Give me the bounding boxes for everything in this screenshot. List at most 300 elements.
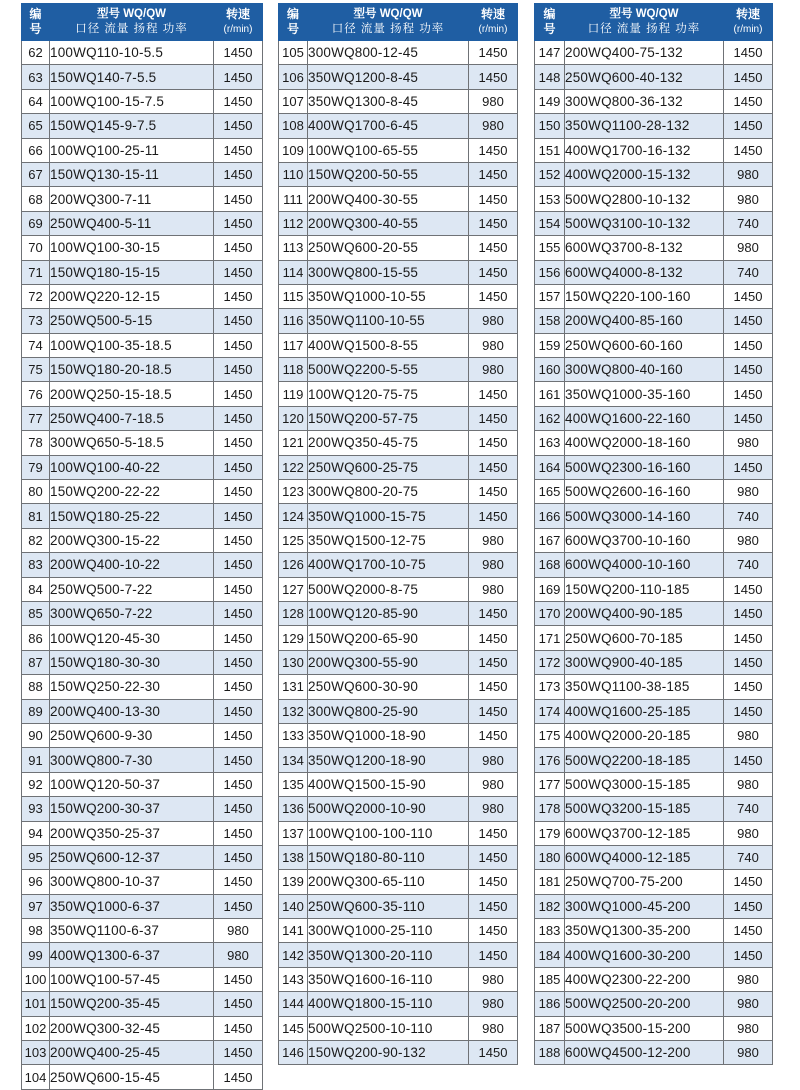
speed-cell: 980 [469,1016,518,1040]
row-number: 185 [535,967,565,991]
row-number: 157 [535,284,565,308]
table-row [22,89,263,113]
row-number: 131 [279,675,308,699]
row-number: 124 [279,504,308,528]
header-speed-line2: (r/min) [478,24,508,35]
table-row [22,406,263,430]
table-row [535,650,773,674]
table-header [279,4,518,41]
model-cell: 100WQ100-57-45 [50,967,214,991]
speed-cell: 1450 [469,187,518,211]
row-number: 178 [535,797,565,821]
table-row [279,211,518,235]
table-row [279,992,518,1016]
model-cell: 250WQ600-9-30 [50,723,214,747]
speed-cell: 1450 [469,480,518,504]
speed-cell: 980 [724,480,773,504]
table-row [22,699,263,723]
row-number: 122 [279,455,308,479]
table-row [535,992,773,1016]
row-number: 86 [22,626,50,650]
model-cell: 500WQ2200-18-185 [565,748,724,772]
table-row [279,358,518,382]
row-number: 101 [22,992,50,1016]
model-cell: 500WQ3200-15-185 [565,797,724,821]
model-cell: 150WQ145-9-7.5 [50,114,214,138]
speed-cell: 1450 [214,358,263,382]
table-row [22,919,263,943]
model-cell: 250WQ600-25-75 [308,455,469,479]
model-cell: 350WQ1300-20-110 [308,943,469,967]
model-cell: 300WQ800-40-160 [565,358,724,382]
table-row [22,1065,263,1089]
table-row [535,577,773,601]
table-header [22,4,263,41]
speed-cell: 1450 [724,138,773,162]
row-number: 147 [535,41,565,65]
spec-table-1 [21,3,263,1090]
row-number: 180 [535,845,565,869]
model-cell: 500WQ2000-10-90 [308,797,469,821]
row-number: 134 [279,748,308,772]
row-number: 135 [279,772,308,796]
speed-cell: 1450 [214,675,263,699]
speed-cell: 1450 [469,919,518,943]
table-row [22,162,263,186]
row-number: 172 [535,650,565,674]
model-cell: 250WQ600-15-45 [50,1065,214,1089]
model-cell: 400WQ2000-15-132 [565,162,724,186]
table-row [535,406,773,430]
table-row [279,162,518,186]
speed-cell: 1450 [724,41,773,65]
row-number: 174 [535,699,565,723]
table-row [279,626,518,650]
model-cell: 400WQ1700-10-75 [308,553,469,577]
speed-cell: 1450 [214,1065,263,1089]
model-cell: 100WQ120-85-90 [308,601,469,625]
table-row [22,992,263,1016]
speed-cell: 980 [469,89,518,113]
table-row [22,577,263,601]
row-number: 92 [22,772,50,796]
row-number: 163 [535,431,565,455]
row-number: 109 [279,138,308,162]
table-row [22,626,263,650]
model-cell: 100WQ120-75-75 [308,382,469,406]
header-speed-line1: 转速 [480,7,505,21]
model-cell: 200WQ400-90-185 [565,601,724,625]
table-row [22,797,263,821]
model-cell: 350WQ1100-38-185 [565,675,724,699]
table-row [279,284,518,308]
row-number: 129 [279,626,308,650]
table-row [535,601,773,625]
model-cell: 500WQ2500-20-200 [565,992,724,1016]
model-cell: 350WQ1000-15-75 [308,504,469,528]
model-cell: 300WQ1000-25-110 [308,919,469,943]
model-cell: 150WQ200-65-90 [308,626,469,650]
speed-cell: 980 [469,748,518,772]
speed-cell: 980 [469,992,518,1016]
table-row [535,89,773,113]
row-number: 123 [279,480,308,504]
model-cell: 400WQ2300-22-200 [565,967,724,991]
model-cell: 350WQ1300-8-45 [308,89,469,113]
speed-cell: 1450 [469,601,518,625]
row-number: 119 [279,382,308,406]
speed-cell: 1450 [469,845,518,869]
model-cell: 600WQ3700-8-132 [565,236,724,260]
model-cell: 200WQ220-12-15 [50,284,214,308]
model-cell: 350WQ1500-12-75 [308,528,469,552]
row-number: 141 [279,919,308,943]
model-cell: 600WQ3700-10-160 [565,528,724,552]
model-cell: 200WQ300-65-110 [308,870,469,894]
table-row [535,1041,773,1065]
model-cell: 350WQ1200-18-90 [308,748,469,772]
table-row [22,504,263,528]
row-number: 121 [279,431,308,455]
model-cell: 250WQ500-5-15 [50,309,214,333]
row-number: 62 [22,41,50,65]
speed-cell: 1450 [724,406,773,430]
speed-cell: 1450 [214,992,263,1016]
table-row [279,333,518,357]
table-row [22,260,263,284]
table-row [279,431,518,455]
model-cell: 300WQ800-25-90 [308,699,469,723]
table-row [22,358,263,382]
speed-cell: 1450 [214,309,263,333]
table-row [22,431,263,455]
model-cell: 150WQ180-80-110 [308,845,469,869]
row-number: 133 [279,723,308,747]
row-number: 183 [535,919,565,943]
row-number: 75 [22,358,50,382]
table-row [279,650,518,674]
table-row [22,1016,263,1040]
speed-cell: 980 [469,577,518,601]
table-row [535,943,773,967]
model-cell: 400WQ1500-8-55 [308,333,469,357]
model-cell: 250WQ600-20-55 [308,236,469,260]
header-model-line2: 口径 流量 扬程 功率 [331,23,445,35]
table-row [535,431,773,455]
table-row [535,528,773,552]
model-cell: 350WQ1000-10-55 [308,284,469,308]
speed-cell: 1450 [214,162,263,186]
speed-cell: 1450 [469,723,518,747]
row-number: 112 [279,211,308,235]
row-number: 95 [22,845,50,869]
model-cell: 100WQ120-50-37 [50,772,214,796]
row-number: 82 [22,528,50,552]
header-model-line2: 口径 流量 扬程 功率 [587,23,701,35]
row-number: 79 [22,455,50,479]
speed-cell: 1450 [724,284,773,308]
model-cell: 150WQ180-20-18.5 [50,358,214,382]
speed-cell: 1450 [724,89,773,113]
row-number: 164 [535,455,565,479]
table-row [535,919,773,943]
row-number: 169 [535,577,565,601]
row-number: 127 [279,577,308,601]
row-number: 78 [22,431,50,455]
speed-cell: 1450 [469,211,518,235]
row-number: 118 [279,358,308,382]
speed-cell: 1450 [469,821,518,845]
table-row [535,480,773,504]
speed-cell: 740 [724,504,773,528]
row-number: 106 [279,65,308,89]
header-speed-line1: 转速 [225,7,250,21]
speed-cell: 1450 [214,870,263,894]
row-number: 73 [22,309,50,333]
header-no-line1: 编 [29,7,42,21]
row-number: 128 [279,601,308,625]
speed-cell: 1450 [469,431,518,455]
speed-cell: 740 [724,211,773,235]
model-cell: 350WQ1000-18-90 [308,723,469,747]
row-number: 87 [22,650,50,674]
model-cell: 300WQ800-12-45 [308,41,469,65]
model-cell: 250WQ400-5-11 [50,211,214,235]
table-row [535,723,773,747]
speed-cell: 1450 [469,504,518,528]
table-row [279,1041,518,1065]
speed-cell: 980 [724,1041,773,1065]
row-number: 182 [535,894,565,918]
model-cell: 100WQ100-30-15 [50,236,214,260]
table-row [279,772,518,796]
table-row [279,601,518,625]
speed-cell: 980 [214,919,263,943]
speed-cell: 1450 [469,943,518,967]
table-row [535,138,773,162]
speed-cell: 1450 [469,138,518,162]
model-cell: 600WQ4500-12-200 [565,1041,724,1065]
speed-cell: 1450 [469,675,518,699]
row-number: 143 [279,967,308,991]
speed-cell: 1450 [469,41,518,65]
row-number: 97 [22,894,50,918]
model-cell: 300WQ800-10-37 [50,870,214,894]
model-cell: 500WQ2500-10-110 [308,1016,469,1040]
model-cell: 300WQ650-5-18.5 [50,431,214,455]
row-number: 65 [22,114,50,138]
row-number: 126 [279,553,308,577]
row-number: 67 [22,162,50,186]
row-number: 167 [535,528,565,552]
table-row [22,845,263,869]
row-number: 68 [22,187,50,211]
row-number: 130 [279,650,308,674]
speed-cell: 1450 [214,772,263,796]
table-row [22,480,263,504]
row-number: 88 [22,675,50,699]
table-row [22,943,263,967]
table-row [279,943,518,967]
speed-cell: 1450 [469,455,518,479]
table-row [22,1041,263,1065]
row-number: 83 [22,553,50,577]
table-row [22,41,263,65]
header-no-line2: 号 [543,22,556,36]
speed-cell: 1450 [214,41,263,65]
table-header [535,4,773,41]
table-body [279,41,518,1065]
row-number: 186 [535,992,565,1016]
row-number: 146 [279,1041,308,1065]
model-cell: 200WQ350-25-37 [50,821,214,845]
header-model [308,4,469,41]
header-speed-line2: (r/min) [733,24,763,35]
table-row [22,455,263,479]
speed-cell: 980 [724,187,773,211]
row-number: 74 [22,333,50,357]
model-cell: 300WQ900-40-185 [565,650,724,674]
model-cell: 100WQ100-25-11 [50,138,214,162]
speed-cell: 1450 [724,675,773,699]
speed-cell: 1450 [469,65,518,89]
model-cell: 300WQ650-7-22 [50,601,214,625]
header-speed-line2: (r/min) [223,24,253,35]
row-number: 81 [22,504,50,528]
speed-cell: 1450 [724,919,773,943]
table-row [535,797,773,821]
model-cell: 150WQ200-110-185 [565,577,724,601]
speed-cell: 980 [724,236,773,260]
model-cell: 200WQ300-7-11 [50,187,214,211]
table-row [22,601,263,625]
model-cell: 150WQ200-90-132 [308,1041,469,1065]
model-cell: 150WQ180-15-15 [50,260,214,284]
row-number: 117 [279,333,308,357]
row-number: 113 [279,236,308,260]
model-cell: 150WQ140-7-5.5 [50,65,214,89]
row-number: 103 [22,1041,50,1065]
row-number: 170 [535,601,565,625]
speed-cell: 1450 [214,65,263,89]
speed-cell: 1450 [214,748,263,772]
model-cell: 200WQ250-15-18.5 [50,382,214,406]
table-row [279,382,518,406]
row-number: 177 [535,772,565,796]
speed-cell: 1450 [214,626,263,650]
row-number: 70 [22,236,50,260]
model-cell: 200WQ300-32-45 [50,1016,214,1040]
header-no [279,4,308,41]
row-number: 76 [22,382,50,406]
row-number: 156 [535,260,565,284]
speed-cell: 1450 [214,455,263,479]
table-row [279,821,518,845]
table-row [279,967,518,991]
table-row [22,65,263,89]
model-cell: 400WQ2000-20-185 [565,723,724,747]
table-row [279,114,518,138]
row-number: 90 [22,723,50,747]
table-row [22,138,263,162]
row-number: 155 [535,236,565,260]
speed-cell: 1450 [724,65,773,89]
table-row [22,187,263,211]
table-row [279,845,518,869]
row-number: 148 [535,65,565,89]
model-cell: 200WQ400-10-22 [50,553,214,577]
model-cell: 500WQ2300-16-160 [565,455,724,479]
speed-cell: 1450 [469,236,518,260]
table-row [279,675,518,699]
model-cell: 200WQ400-75-132 [565,41,724,65]
row-number: 179 [535,821,565,845]
speed-cell: 1450 [724,333,773,357]
model-cell: 250WQ500-7-22 [50,577,214,601]
model-cell: 500WQ2200-5-55 [308,358,469,382]
table-row [535,845,773,869]
model-cell: 200WQ400-13-30 [50,699,214,723]
table-row [279,260,518,284]
speed-cell: 1450 [214,821,263,845]
model-cell: 350WQ1000-6-37 [50,894,214,918]
speed-cell: 1450 [214,406,263,430]
table-row [535,626,773,650]
speed-cell: 980 [724,772,773,796]
model-cell: 350WQ1100-28-132 [565,114,724,138]
table-body [22,41,263,1090]
row-number: 181 [535,870,565,894]
model-cell: 250WQ600-60-160 [565,333,724,357]
speed-cell: 980 [469,772,518,796]
model-cell: 500WQ2600-16-160 [565,480,724,504]
speed-cell: 1450 [214,504,263,528]
row-number: 125 [279,528,308,552]
table-row [535,1016,773,1040]
row-number: 77 [22,406,50,430]
model-cell: 250WQ400-7-18.5 [50,406,214,430]
model-cell: 600WQ4000-8-132 [565,260,724,284]
table-row [22,821,263,845]
speed-cell: 1450 [214,650,263,674]
model-cell: 200WQ300-40-55 [308,211,469,235]
speed-cell: 1450 [214,187,263,211]
table-row [22,748,263,772]
model-cell: 350WQ1200-8-45 [308,65,469,89]
row-number: 100 [22,967,50,991]
model-cell: 500WQ3100-10-132 [565,211,724,235]
model-cell: 300WQ800-20-75 [308,480,469,504]
table-row [535,748,773,772]
row-number: 64 [22,89,50,113]
row-number: 110 [279,162,308,186]
speed-cell: 1450 [724,577,773,601]
row-number: 91 [22,748,50,772]
speed-cell: 980 [724,431,773,455]
row-number: 160 [535,358,565,382]
row-number: 142 [279,943,308,967]
speed-cell: 1450 [214,553,263,577]
speed-cell: 980 [724,162,773,186]
table-row [535,675,773,699]
model-cell: 100WQ100-40-22 [50,455,214,479]
speed-cell: 1450 [724,894,773,918]
row-number: 168 [535,553,565,577]
table-row [22,309,263,333]
model-cell: 200WQ350-45-75 [308,431,469,455]
table-row [535,821,773,845]
table-row [535,284,773,308]
